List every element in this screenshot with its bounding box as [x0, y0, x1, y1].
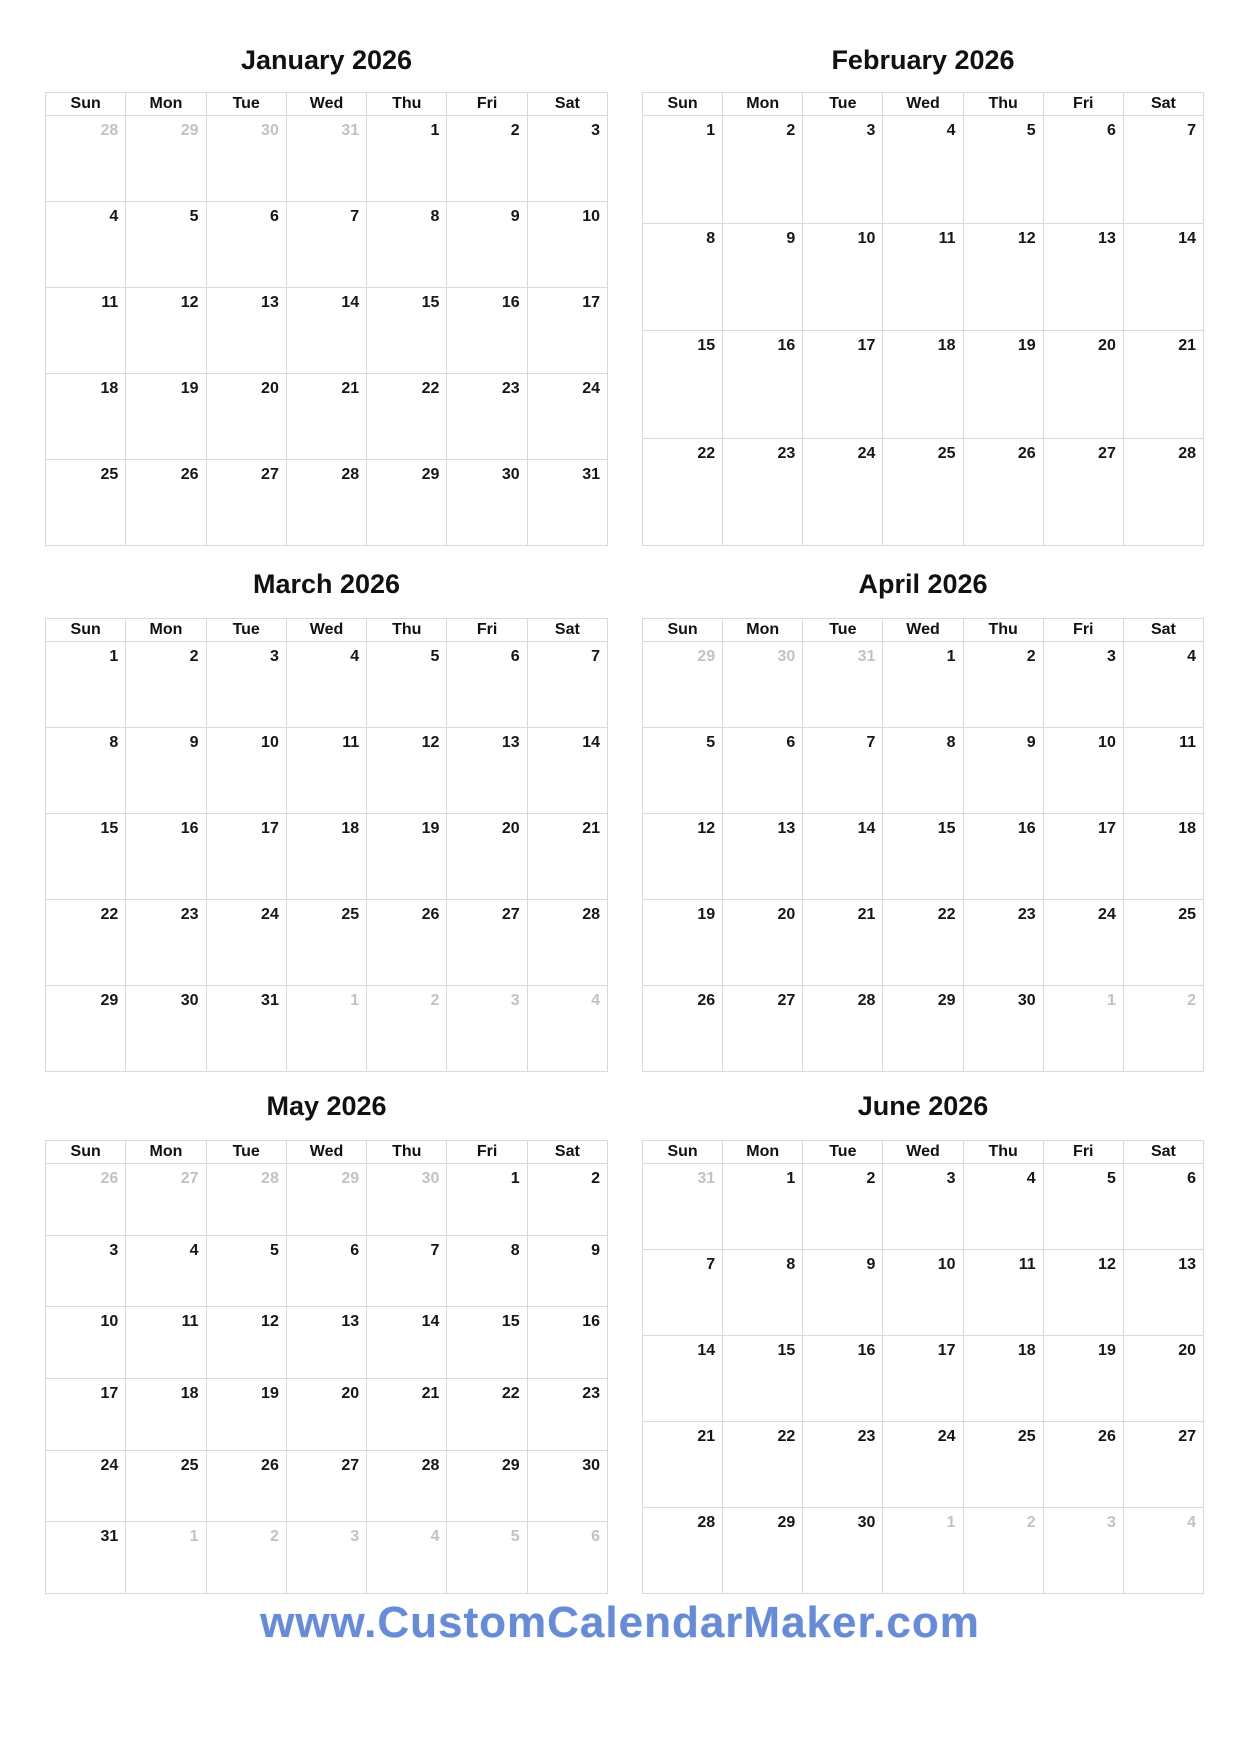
day-cell: 25: [46, 460, 126, 546]
day-cell: 24: [883, 1422, 963, 1508]
day-cell: 22: [367, 374, 447, 460]
day-cell: 15: [723, 1336, 803, 1422]
month-grid: [45, 1140, 608, 1594]
day-cell: 19: [207, 1379, 287, 1451]
day-cell: 9: [447, 202, 527, 288]
day-cell: 19: [964, 331, 1044, 439]
day-cell: 14: [528, 728, 608, 814]
day-cell: 23: [447, 374, 527, 460]
day-cell: 15: [367, 288, 447, 374]
weekday-header: Sat: [1124, 1141, 1204, 1164]
weekday-header: Wed: [287, 1141, 367, 1164]
month-title: March 2026: [252, 569, 401, 599]
weekday-header: Wed: [883, 1141, 963, 1164]
weekday-header: Mon: [723, 619, 803, 642]
adjacent-month-day-cell: 28: [46, 116, 126, 202]
day-cell: 17: [1044, 814, 1124, 900]
day-cell: 18: [287, 814, 367, 900]
month-block-april: [642, 568, 1204, 1072]
adjacent-month-day-cell: 26: [46, 1164, 126, 1236]
day-cell: 9: [723, 224, 803, 332]
day-cell: 5: [964, 116, 1044, 224]
weekday-header: Thu: [964, 93, 1044, 116]
day-cell: 8: [447, 1236, 527, 1308]
day-cell: 20: [207, 374, 287, 460]
day-cell: 4: [1124, 642, 1204, 728]
adjacent-month-day-cell: 5: [447, 1522, 527, 1594]
day-cell: 15: [46, 814, 126, 900]
weekday-header: Tue: [207, 1141, 287, 1164]
day-cell: 26: [1044, 1422, 1124, 1508]
day-cell: 29: [46, 986, 126, 1072]
day-cell: 10: [803, 224, 883, 332]
adjacent-month-day-cell: 2: [367, 986, 447, 1072]
adjacent-month-day-cell: 31: [643, 1164, 723, 1250]
weekday-header: Tue: [207, 93, 287, 116]
day-cell: 28: [287, 460, 367, 546]
weekday-header: Thu: [367, 93, 447, 116]
day-cell: 28: [1124, 439, 1204, 547]
day-cell: 2: [126, 642, 206, 728]
day-cell: 31: [207, 986, 287, 1072]
weekday-header: Thu: [367, 1141, 447, 1164]
day-cell: 13: [1124, 1250, 1204, 1336]
weekday-header: Fri: [447, 619, 527, 642]
day-cell: 19: [367, 814, 447, 900]
day-cell: 9: [964, 728, 1044, 814]
day-cell: 1: [367, 116, 447, 202]
day-cell: 24: [528, 374, 608, 460]
day-cell: 5: [1044, 1164, 1124, 1250]
day-cell: 20: [287, 1379, 367, 1451]
weekday-header: Sat: [528, 93, 608, 116]
adjacent-month-day-cell: 1: [883, 1508, 963, 1594]
day-cell: 3: [207, 642, 287, 728]
day-cell: 30: [447, 460, 527, 546]
day-cell: 13: [1044, 224, 1124, 332]
day-cell: 18: [126, 1379, 206, 1451]
day-cell: 6: [207, 202, 287, 288]
day-cell: 24: [46, 1451, 126, 1523]
day-cell: 29: [447, 1451, 527, 1523]
weekday-header: Wed: [287, 93, 367, 116]
adjacent-month-day-cell: 4: [1124, 1508, 1204, 1594]
day-cell: 9: [126, 728, 206, 814]
weekday-header: Fri: [447, 1141, 527, 1164]
day-cell: 17: [207, 814, 287, 900]
day-cell: 5: [643, 728, 723, 814]
month-title: April 2026: [858, 569, 988, 599]
weekday-header: Wed: [883, 93, 963, 116]
day-cell: 16: [447, 288, 527, 374]
day-cell: 21: [803, 900, 883, 986]
weekday-header: Thu: [367, 619, 447, 642]
day-cell: 21: [643, 1422, 723, 1508]
day-cell: 24: [1044, 900, 1124, 986]
day-cell: 23: [723, 439, 803, 547]
day-cell: 28: [528, 900, 608, 986]
day-cell: 12: [1044, 1250, 1124, 1336]
day-cell: 12: [207, 1307, 287, 1379]
day-cell: 27: [1044, 439, 1124, 547]
adjacent-month-day-cell: 29: [643, 642, 723, 728]
day-cell: 14: [803, 814, 883, 900]
day-cell: 24: [803, 439, 883, 547]
adjacent-month-day-cell: 31: [287, 116, 367, 202]
adjacent-month-day-cell: 4: [528, 986, 608, 1072]
day-cell: 3: [528, 116, 608, 202]
day-cell: 1: [447, 1164, 527, 1236]
day-cell: 25: [126, 1451, 206, 1523]
day-cell: 5: [367, 642, 447, 728]
weekday-header: Fri: [447, 93, 527, 116]
day-cell: 4: [287, 642, 367, 728]
day-cell: 10: [883, 1250, 963, 1336]
weekday-header: Fri: [1044, 93, 1124, 116]
day-cell: 7: [1124, 116, 1204, 224]
adjacent-month-day-cell: 1: [287, 986, 367, 1072]
day-cell: 1: [643, 116, 723, 224]
day-cell: 12: [964, 224, 1044, 332]
month-grid: [642, 92, 1204, 546]
day-cell: 27: [447, 900, 527, 986]
day-cell: 31: [528, 460, 608, 546]
day-cell: 30: [964, 986, 1044, 1072]
weekday-header: Wed: [883, 619, 963, 642]
day-cell: 17: [46, 1379, 126, 1451]
day-cell: 16: [528, 1307, 608, 1379]
day-cell: 12: [643, 814, 723, 900]
day-cell: 1: [723, 1164, 803, 1250]
day-cell: 10: [46, 1307, 126, 1379]
month-grid: [642, 1140, 1204, 1594]
month-block-june: [642, 1090, 1204, 1594]
day-cell: 21: [1124, 331, 1204, 439]
day-cell: 19: [126, 374, 206, 460]
day-cell: 11: [883, 224, 963, 332]
day-cell: 14: [1124, 224, 1204, 332]
weekday-header: Mon: [723, 1141, 803, 1164]
day-cell: 15: [883, 814, 963, 900]
month-grid: [45, 618, 608, 1072]
day-cell: 13: [207, 288, 287, 374]
adjacent-month-day-cell: 1: [126, 1522, 206, 1594]
weekday-header: Fri: [1044, 1141, 1124, 1164]
day-cell: 26: [367, 900, 447, 986]
day-cell: 13: [723, 814, 803, 900]
month-grid: [45, 92, 608, 546]
weekday-header: Tue: [803, 619, 883, 642]
weekday-header: Mon: [126, 619, 206, 642]
day-cell: 8: [643, 224, 723, 332]
day-cell: 23: [528, 1379, 608, 1451]
day-cell: 9: [803, 1250, 883, 1336]
day-cell: 18: [883, 331, 963, 439]
day-cell: 7: [528, 642, 608, 728]
month-block-may: [45, 1090, 608, 1594]
day-cell: 13: [287, 1307, 367, 1379]
day-cell: 22: [883, 900, 963, 986]
day-cell: 25: [964, 1422, 1044, 1508]
day-cell: 26: [643, 986, 723, 1072]
day-cell: 25: [287, 900, 367, 986]
day-cell: 27: [207, 460, 287, 546]
day-cell: 22: [46, 900, 126, 986]
day-cell: 9: [528, 1236, 608, 1308]
weekday-header: Sat: [528, 1141, 608, 1164]
weekday-header: Tue: [803, 1141, 883, 1164]
day-cell: 28: [803, 986, 883, 1072]
day-cell: 11: [46, 288, 126, 374]
adjacent-month-day-cell: 30: [723, 642, 803, 728]
month-title: January 2026: [240, 45, 413, 75]
day-cell: 15: [643, 331, 723, 439]
day-cell: 17: [803, 331, 883, 439]
day-cell: 8: [46, 728, 126, 814]
day-cell: 10: [1044, 728, 1124, 814]
day-cell: 27: [723, 986, 803, 1072]
day-cell: 5: [207, 1236, 287, 1308]
month-title: February 2026: [831, 45, 1015, 75]
day-cell: 2: [723, 116, 803, 224]
day-cell: 29: [883, 986, 963, 1072]
day-cell: 17: [883, 1336, 963, 1422]
day-cell: 4: [46, 202, 126, 288]
weekday-header: Sat: [1124, 619, 1204, 642]
weekday-header: Thu: [964, 619, 1044, 642]
weekday-header: Wed: [287, 619, 367, 642]
weekday-header: Tue: [207, 619, 287, 642]
day-cell: 14: [367, 1307, 447, 1379]
month-block-january: [45, 44, 608, 546]
weekday-header: Mon: [723, 93, 803, 116]
day-cell: 12: [126, 288, 206, 374]
day-cell: 7: [803, 728, 883, 814]
day-cell: 2: [964, 642, 1044, 728]
adjacent-month-day-cell: 2: [964, 1508, 1044, 1594]
day-cell: 8: [883, 728, 963, 814]
day-cell: 21: [287, 374, 367, 460]
day-cell: 2: [528, 1164, 608, 1236]
day-cell: 30: [803, 1508, 883, 1594]
day-cell: 4: [883, 116, 963, 224]
day-cell: 20: [447, 814, 527, 900]
day-cell: 14: [287, 288, 367, 374]
watermark-text: www.CustomCalendarMaker.com: [260, 1598, 980, 1647]
day-cell: 18: [964, 1336, 1044, 1422]
day-cell: 31: [46, 1522, 126, 1594]
adjacent-month-day-cell: 31: [803, 642, 883, 728]
day-cell: 16: [126, 814, 206, 900]
weekday-header: Sun: [46, 1141, 126, 1164]
month-title: June 2026: [857, 1091, 989, 1121]
day-cell: 11: [964, 1250, 1044, 1336]
day-cell: 17: [528, 288, 608, 374]
day-cell: 19: [643, 900, 723, 986]
day-cell: 16: [723, 331, 803, 439]
adjacent-month-day-cell: 2: [1124, 986, 1204, 1072]
day-cell: 3: [883, 1164, 963, 1250]
day-cell: 28: [643, 1508, 723, 1594]
day-cell: 7: [287, 202, 367, 288]
day-cell: 1: [883, 642, 963, 728]
day-cell: 20: [1124, 1336, 1204, 1422]
weekday-header: Sun: [643, 93, 723, 116]
day-cell: 24: [207, 900, 287, 986]
day-cell: 23: [803, 1422, 883, 1508]
day-cell: 3: [1044, 642, 1124, 728]
day-cell: 11: [126, 1307, 206, 1379]
day-cell: 4: [126, 1236, 206, 1308]
day-cell: 20: [723, 900, 803, 986]
day-cell: 16: [964, 814, 1044, 900]
weekday-header: Sun: [643, 1141, 723, 1164]
day-cell: 25: [883, 439, 963, 547]
adjacent-month-day-cell: 2: [207, 1522, 287, 1594]
adjacent-month-day-cell: 3: [447, 986, 527, 1072]
day-cell: 27: [287, 1451, 367, 1523]
day-cell: 11: [1124, 728, 1204, 814]
day-cell: 6: [1044, 116, 1124, 224]
weekday-header: Mon: [126, 93, 206, 116]
adjacent-month-day-cell: 29: [126, 116, 206, 202]
day-cell: 10: [528, 202, 608, 288]
adjacent-month-day-cell: 30: [207, 116, 287, 202]
day-cell: 23: [126, 900, 206, 986]
adjacent-month-day-cell: 6: [528, 1522, 608, 1594]
month-block-march: [45, 568, 608, 1072]
day-cell: 3: [46, 1236, 126, 1308]
day-cell: 26: [964, 439, 1044, 547]
day-cell: 6: [1124, 1164, 1204, 1250]
month-block-february: [642, 44, 1204, 546]
day-cell: 28: [367, 1451, 447, 1523]
weekday-header: Sun: [46, 93, 126, 116]
weekday-header: Sat: [1124, 93, 1204, 116]
weekday-header: Thu: [964, 1141, 1044, 1164]
adjacent-month-day-cell: 30: [367, 1164, 447, 1236]
weekday-header: Fri: [1044, 619, 1124, 642]
day-cell: 16: [803, 1336, 883, 1422]
day-cell: 30: [126, 986, 206, 1072]
weekday-header: Sun: [643, 619, 723, 642]
day-cell: 15: [447, 1307, 527, 1379]
adjacent-month-day-cell: 28: [207, 1164, 287, 1236]
month-title: May 2026: [266, 1091, 387, 1121]
day-cell: 6: [287, 1236, 367, 1308]
day-cell: 3: [803, 116, 883, 224]
day-cell: 18: [1124, 814, 1204, 900]
day-cell: 14: [643, 1336, 723, 1422]
day-cell: 5: [126, 202, 206, 288]
adjacent-month-day-cell: 1: [1044, 986, 1124, 1072]
day-cell: 21: [528, 814, 608, 900]
day-cell: 7: [643, 1250, 723, 1336]
day-cell: 2: [447, 116, 527, 202]
adjacent-month-day-cell: 29: [287, 1164, 367, 1236]
day-cell: 7: [367, 1236, 447, 1308]
day-cell: 29: [723, 1508, 803, 1594]
day-cell: 13: [447, 728, 527, 814]
day-cell: 8: [367, 202, 447, 288]
day-cell: 22: [643, 439, 723, 547]
day-cell: 12: [367, 728, 447, 814]
day-cell: 6: [723, 728, 803, 814]
weekday-header: Tue: [803, 93, 883, 116]
day-cell: 21: [367, 1379, 447, 1451]
day-cell: 22: [447, 1379, 527, 1451]
day-cell: 27: [1124, 1422, 1204, 1508]
weekday-header: Sun: [46, 619, 126, 642]
month-grid: [642, 618, 1204, 1072]
adjacent-month-day-cell: 3: [287, 1522, 367, 1594]
day-cell: 11: [287, 728, 367, 814]
day-cell: 10: [207, 728, 287, 814]
day-cell: 2: [803, 1164, 883, 1250]
day-cell: 20: [1044, 331, 1124, 439]
day-cell: 4: [964, 1164, 1044, 1250]
day-cell: 29: [367, 460, 447, 546]
day-cell: 6: [447, 642, 527, 728]
day-cell: 25: [1124, 900, 1204, 986]
day-cell: 26: [126, 460, 206, 546]
adjacent-month-day-cell: 3: [1044, 1508, 1124, 1594]
day-cell: 8: [723, 1250, 803, 1336]
day-cell: 1: [46, 642, 126, 728]
day-cell: 30: [528, 1451, 608, 1523]
day-cell: 19: [1044, 1336, 1124, 1422]
day-cell: 18: [46, 374, 126, 460]
adjacent-month-day-cell: 4: [367, 1522, 447, 1594]
weekday-header: Sat: [528, 619, 608, 642]
day-cell: 22: [723, 1422, 803, 1508]
weekday-header: Mon: [126, 1141, 206, 1164]
adjacent-month-day-cell: 27: [126, 1164, 206, 1236]
day-cell: 26: [207, 1451, 287, 1523]
day-cell: 23: [964, 900, 1044, 986]
